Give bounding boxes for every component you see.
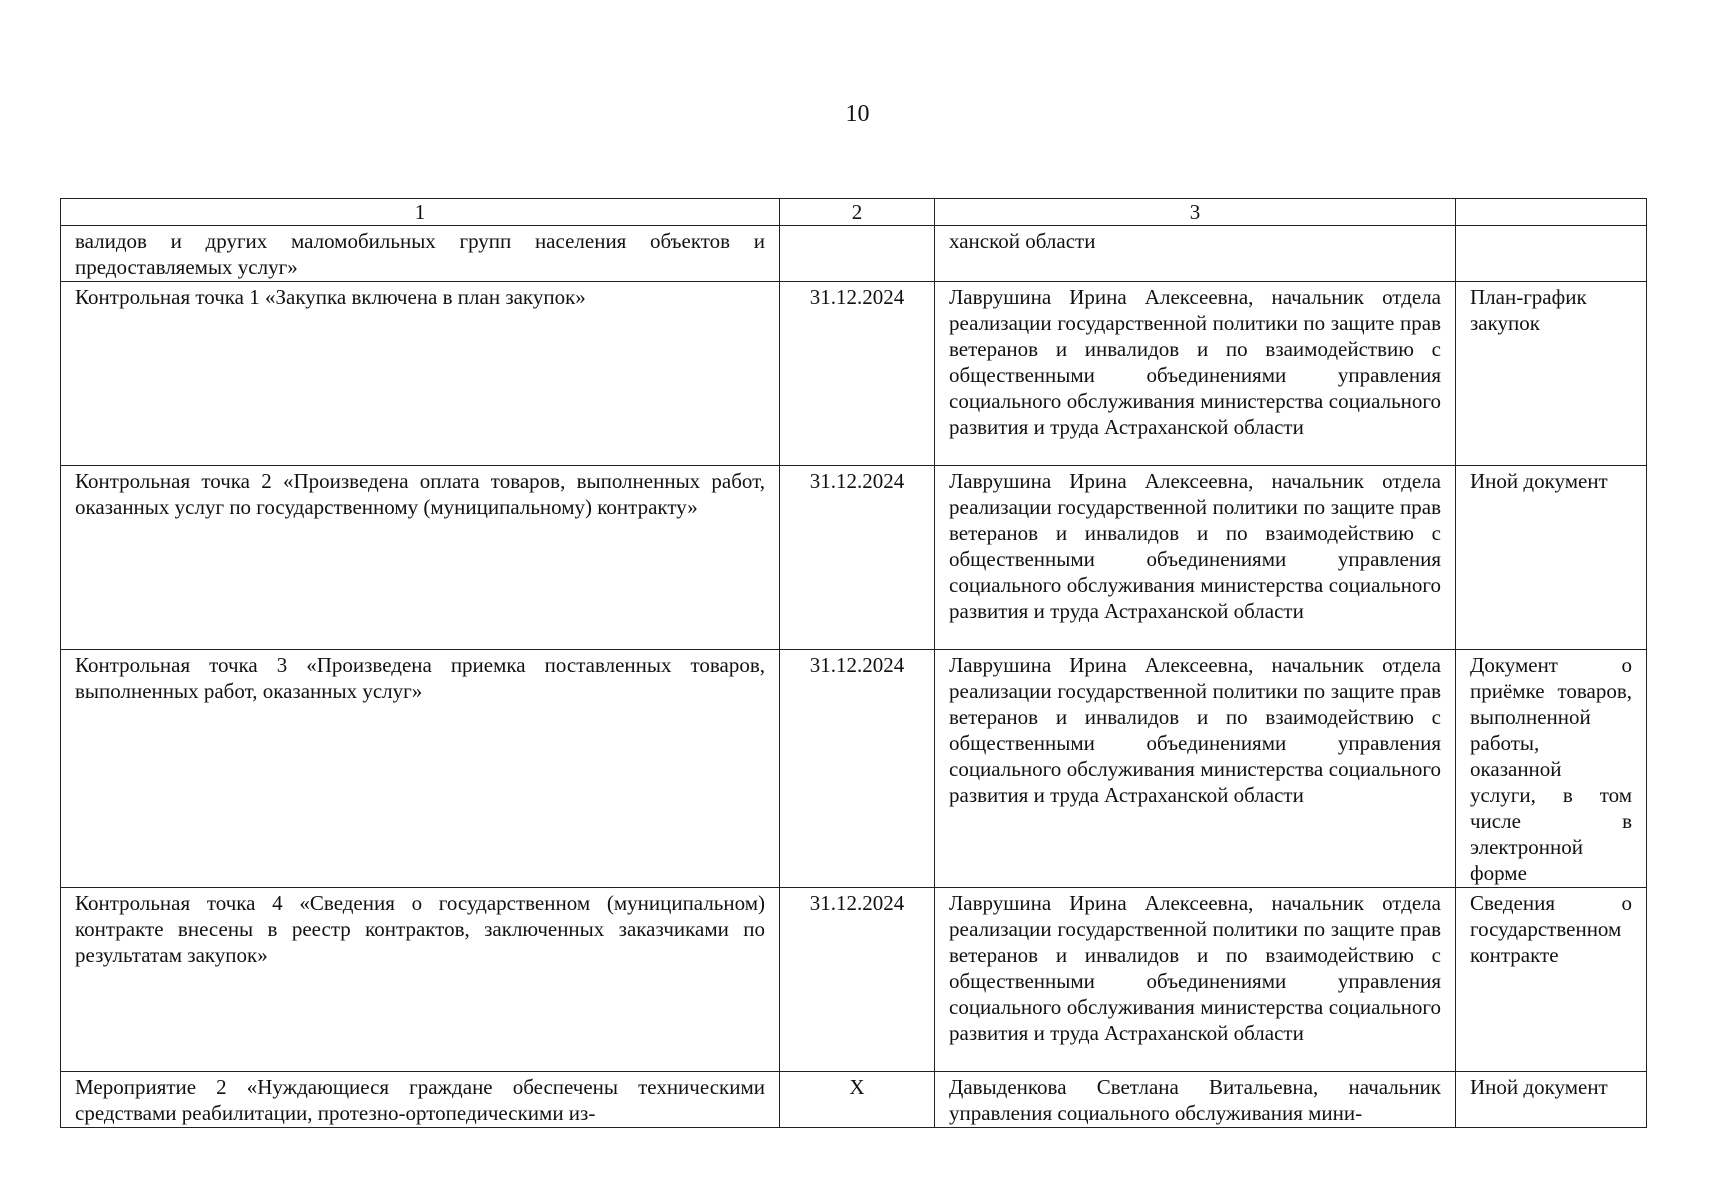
column-header-1: 1: [61, 199, 780, 226]
page-number: 10: [845, 101, 870, 127]
row-date-cell: 31.12.2024: [780, 888, 935, 1072]
table-row: [61, 466, 1647, 650]
row-document-cell: Сведения о государственном контракте: [1456, 888, 1647, 1072]
row-date-cell: 31.12.2024: [780, 282, 935, 466]
row-document-cell: План-график закупок: [1456, 282, 1647, 466]
row-date-cell: [780, 226, 935, 282]
row-responsible-cell: Лаврушина Ирина Алексеевна, начальник отдела реализации государственной политики по защите прав ветеранов и инвалидов и по взаимодействию с общественными объединениями управления социального обслуживания министерства социального развития и труда Астраханской области: [935, 888, 1456, 1072]
row-responsible-cell: Лаврушина Ирина Алексеевна, начальник отдела реализации государственной политики по защите прав ветеранов и инвалидов и по взаимодействию с общественными объединениями управления социального обслуживания министерства социального развития и труда Астраханской области: [935, 466, 1456, 650]
column-header-4: [1456, 199, 1647, 226]
table-header-row: [61, 199, 1647, 226]
row-responsible-cell: Давыденкова Светлана Витальевна, начальник управления социального обслуживания мини-: [935, 1072, 1456, 1128]
row-responsible-cell: Лаврушина Ирина Алексеевна, начальник отдела реализации государственной политики по защите прав ветеранов и инвалидов и по взаимодействию с общественными объединениями управления социального обслуживания министерства социального развития и труда Астраханской области: [935, 650, 1456, 888]
control-points-table: [60, 198, 1647, 1128]
table-row: [61, 282, 1647, 466]
row-name-cell: Мероприятие 2 «Нуждающиеся граждане обеспечены техническими средствами реабилитации, протезно-ортопедическими из-: [61, 1072, 780, 1128]
row-name-cell: Контрольная точка 1 «Закупка включена в план закупок»: [61, 282, 780, 466]
row-document-cell: Документ о приёмке товаров, выполненной работы, оказанной услуги, в том числе в электронной форме: [1456, 650, 1647, 888]
row-name-cell: Контрольная точка 2 «Произведена оплата товаров, выполненных работ, оказанных услуг по государственному (муниципальному) контракту»: [61, 466, 780, 650]
table-row: [61, 226, 1647, 282]
row-document-cell: Иной документ: [1456, 466, 1647, 650]
column-header-2: 2: [780, 199, 935, 226]
row-name-cell: валидов и других маломобильных групп населения объектов и предоставляемых услуг»: [61, 226, 780, 282]
row-date-cell: 31.12.2024: [780, 466, 935, 650]
table-row: [61, 1072, 1647, 1128]
row-document-cell: [1456, 226, 1647, 282]
row-responsible-cell: Лаврушина Ирина Алексеевна, начальник отдела реализации государственной политики по защите прав ветеранов и инвалидов и по взаимодействию с общественными объединениями управления социального обслуживания министерства социального развития и труда Астраханской области: [935, 282, 1456, 466]
row-date-cell: Х: [780, 1072, 935, 1128]
table-row: [61, 650, 1647, 888]
row-responsible-cell: ханской области: [935, 226, 1456, 282]
table-row: [61, 888, 1647, 1072]
column-header-3: 3: [935, 199, 1456, 226]
row-name-cell: Контрольная точка 3 «Произведена приемка поставленных товаров, выполненных работ, оказанных услуг»: [61, 650, 780, 888]
row-name-cell: Контрольная точка 4 «Сведения о государственном (муниципальном) контракте внесены в реестр контрактов, заключенных заказчиками по результатам закупок»: [61, 888, 780, 1072]
row-document-cell: Иной документ: [1456, 1072, 1647, 1128]
row-date-cell: 31.12.2024: [780, 650, 935, 888]
